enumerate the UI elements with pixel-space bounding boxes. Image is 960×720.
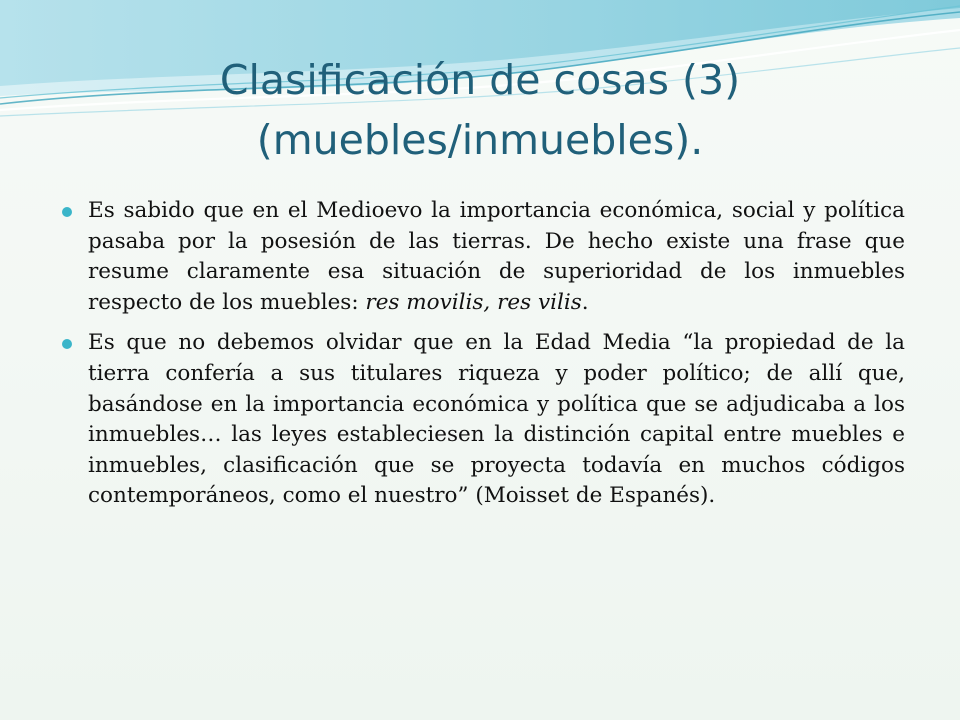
bullet-dot-icon: [62, 207, 72, 217]
bullet-list: [55, 196, 905, 522]
bullet-text-end: .: [581, 289, 589, 315]
bullet-italic-phrase: res movilis, res vilis: [365, 289, 582, 315]
bullet-text: Es sabido que en el Medioevo la importancia económica, social y política pasaba por la posesión de las tierras. De hecho existe una frase que resume claramente esa situación de superioridad de los inmuebles respecto de los muebles:: [88, 198, 905, 315]
title-line-1: Clasificación de cosas (3): [219, 56, 741, 104]
bullet-item: [55, 328, 905, 512]
bullet-item: [55, 196, 905, 318]
slide-title: [80, 50, 880, 170]
bullet-dot-icon: [62, 339, 72, 349]
bullet-text: Es que no debemos olvidar que en la Edad Media “la propiedad de la tierra confería a sus titulares riqueza y poder político; de allí que, basándose en la importancia económica y política que se adjudicaba a los inmuebles… las leyes estableciesen la distinción capital entre muebles e inmuebles, clasificación que se proyecta todavía en muchos códigos contemporáneos, como el nuestro” (Moisset de Espanés).: [88, 330, 905, 509]
title-line-2: (muebles/inmuebles).: [256, 116, 704, 164]
